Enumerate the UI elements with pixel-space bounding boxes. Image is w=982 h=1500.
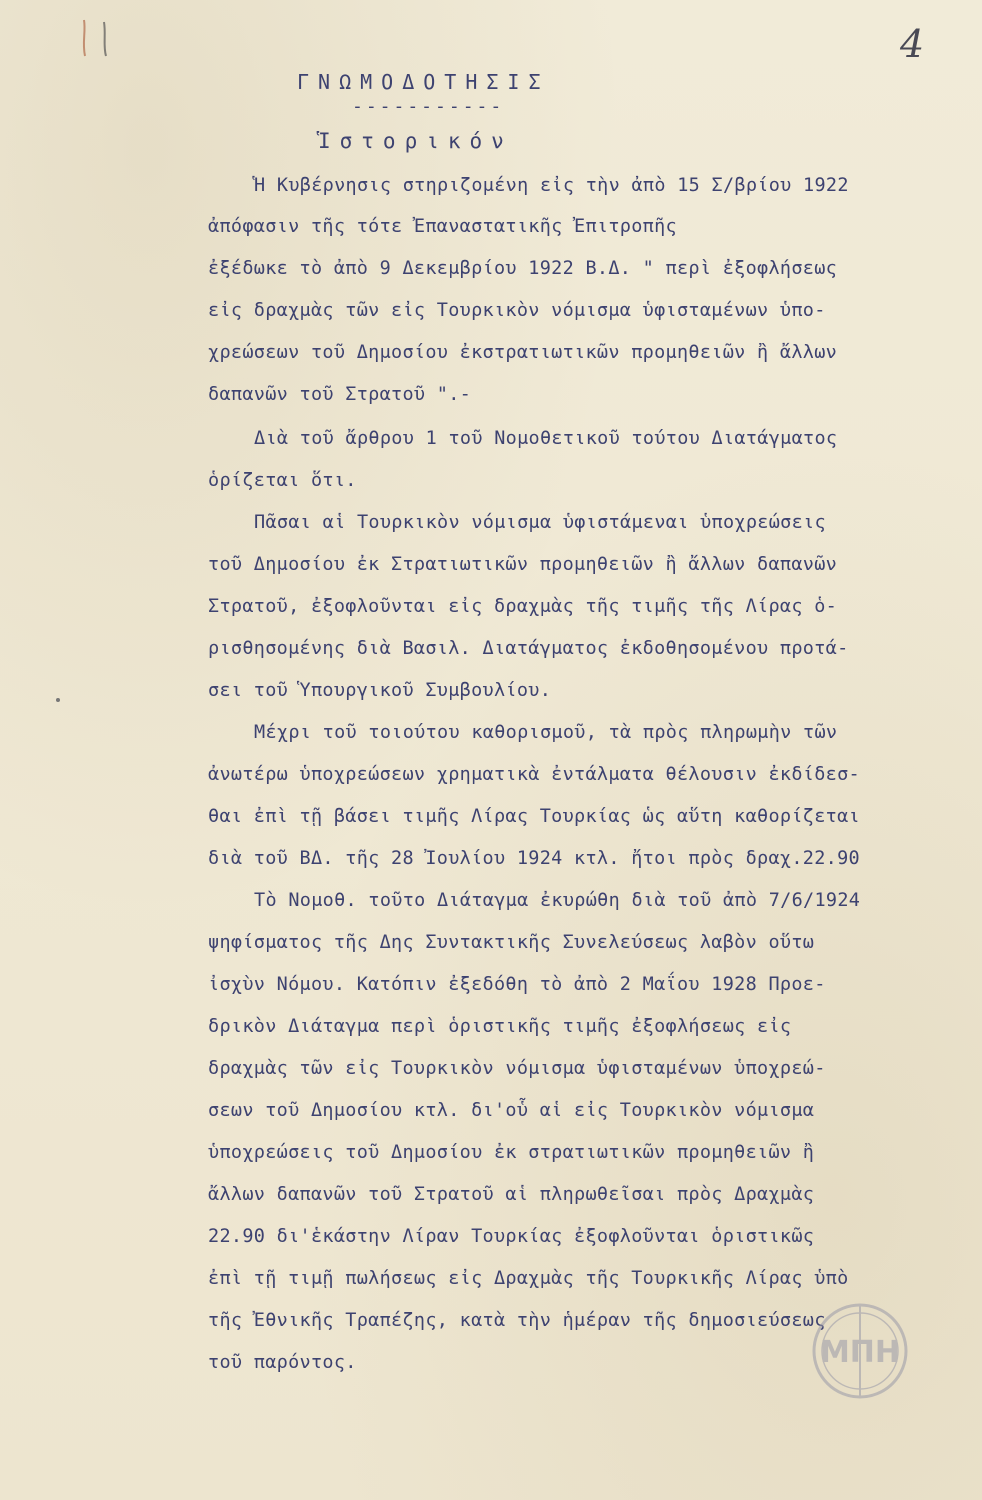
text-line: σει τοῦ Ὑπουργικοῦ Συμβουλίου. <box>208 680 552 701</box>
text-line: διὰ τοῦ ΒΔ. τῆς 28 Ἰουλίου 1924 κτλ. ἤτοι πρὸς δραχ.22.90 <box>208 848 860 869</box>
text-line: Τὸ Νομοθ. τοῦτο Διάταγμα ἐκυρώθη διὰ τοῦ ἀπὸ 7/6/1924 <box>254 890 861 911</box>
text-line: ἀνωτέρω ὑποχρεώσεων χρηματικὰ ἐντάλματα θέλουσιν ἐκδίδεσ- <box>208 764 860 785</box>
svg-text:ΜΠΗ: ΜΠΗ <box>819 1335 901 1370</box>
text-line: δραχμὰς τῶν εἰς Τουρκικὸν νόμισμα ὑφισταμένων ὑποχρεώ- <box>208 1058 826 1079</box>
text-line: ἀπόφασιν τῆς τότε Ἐπαναστατικῆς Ἐπιτροπῆς <box>208 216 677 237</box>
text-line: Ἡ Κυβέρνησις στηριζομένη εἰς τὴν ἀπὸ 15 Σ/βρίου 1922 <box>254 175 849 196</box>
text-line: ὑποχρεώσεις τοῦ Δημοσίου ἐκ στρατιωτικῶν προμηθειῶν ἢ <box>208 1142 815 1163</box>
text-line: Στρατοῦ, ἐξοφλοῦνται εἰς δραχμὰς τῆς τιμῆς τῆς Λίρας ὁ- <box>208 596 838 617</box>
text-line: Διὰ τοῦ ἄρθρου 1 τοῦ Νομοθετικοῦ τούτου Διατάγματος <box>254 428 838 449</box>
text-line: 22.90 δι'ἑκάστην Λίραν Τουρκίας ἐξοφλοῦνται ὁριστικῶς <box>208 1226 815 1247</box>
archive-stamp <box>805 1296 915 1406</box>
text-line: σεων τοῦ Δημοσίου κτλ. δι'οὗ αἱ εἰς Τουρκικὸν νόμισμα <box>208 1100 815 1121</box>
paper-speck <box>54 696 62 704</box>
binding-marks <box>76 18 116 58</box>
text-line: τοῦ Δημοσίου ἐκ Στρατιωτικῶν προμηθειῶν ἢ ἄλλων δαπανῶν <box>208 554 838 575</box>
page-number: 4 <box>900 22 925 66</box>
document-title: ΓΝΩΜΟΔΟΤΗΣΙΣ <box>297 70 550 94</box>
text-line: εἰς δραχμὰς τῶν εἰς Τουρκικὸν νόμισμα ὑφισταμένων ὑπο- <box>208 300 826 321</box>
text-line: δρικὸν Διάταγμα περὶ ὁριστικῆς τιμῆς ἐξοφλήσεως εἰς <box>208 1016 792 1037</box>
text-line: ψηφίσματος τῆς Δης Συντακτικῆς Συνελεύσεως λαβὸν οὕτω <box>208 932 815 953</box>
text-line: δαπανῶν τοῦ Στρατοῦ ".- <box>208 384 472 405</box>
text-line: ὁρίζεται ὅτι. <box>208 470 357 491</box>
text-line: θαι ἐπὶ τῇ βάσει τιμῆς Λίρας Τουρκίας ὡς αὕτη καθορίζεται <box>208 806 860 827</box>
text-line: τῆς Ἐθνικῆς Τραπέζης, κατὰ τὴν ἡμέραν τῆς δημοσιεύσεως <box>208 1310 826 1331</box>
text-line: ἄλλων δαπανῶν τοῦ Στρατοῦ αἱ πληρωθεῖσαι πρὸς Δραχμὰς <box>208 1184 815 1205</box>
section-heading: Ἱστορικόν <box>318 129 513 153</box>
text-line: Πᾶσαι αἱ Τουρκικὸν νόμισμα ὑφιστάμεναι ὑποχρεώσεις <box>254 512 826 533</box>
text-line: Μέχρι τοῦ τοιούτου καθορισμοῦ, τὰ πρὸς πληρωμὴν τῶν <box>254 722 838 743</box>
text-line: ρισθησομένης διὰ Βασιλ. Διατάγματος ἐκδοθησομένου προτά- <box>208 638 849 659</box>
text-line: ἰσχὺν Νόμου. Κατόπιν ἐξεδόθη τὸ ἀπὸ 2 Μαΐου 1928 Προε- <box>208 974 826 995</box>
text-line: ἐπὶ τῇ τιμῇ πωλήσεως εἰς Δραχμὰς τῆς Τουρκικῆς Λίρας ὑπὸ <box>208 1268 849 1289</box>
text-line: τοῦ παρόντος. <box>208 1352 357 1373</box>
text-line: ἐξέδωκε τὸ ἀπὸ 9 Δεκεμβρίου 1922 Β.Δ. " περὶ ἐξοφλήσεως <box>208 258 838 279</box>
title-underline: ----------- <box>352 96 505 117</box>
text-line: χρεώσεων τοῦ Δημοσίου ἐκστρατιωτικῶν προμηθειῶν ἢ ἄλλων <box>208 342 838 363</box>
